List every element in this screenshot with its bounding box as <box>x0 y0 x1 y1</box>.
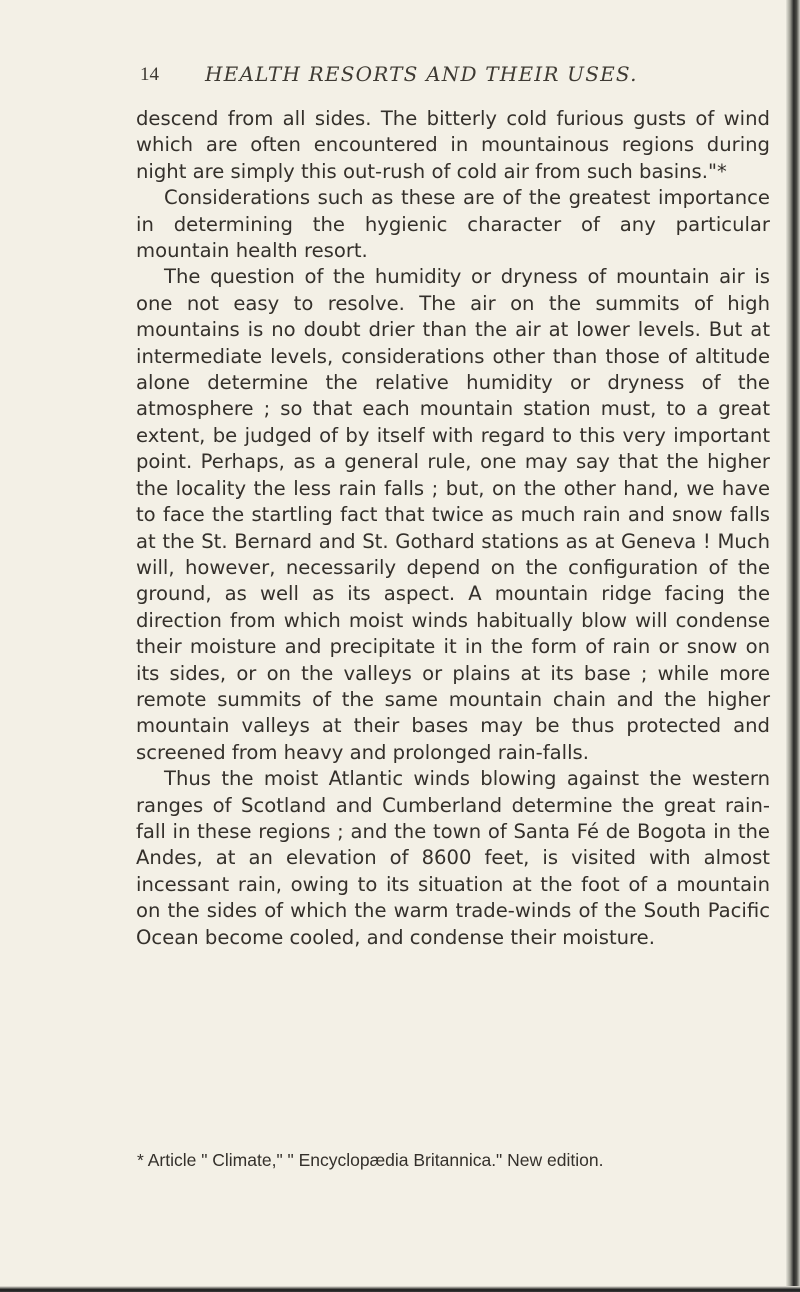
paragraph-2: Considerations such as these are of the greatest importance in determining the hygienic character of any particular mountain health resort. <box>136 186 770 263</box>
paragraph-4: Thus the moist Atlantic winds blowing against the western ranges of Scotland and Cumberland determine the great rain-fall in these regions ; and the town of Santa Fé de Bogota in the Andes, at an elevation of 8600 feet, is visited with almost incessant rain, owing to its situation at the foot of a mountain on the sides of which the warm trade-winds of the South Pacific Ocean become cooled, and condense their moisture. <box>136 767 770 949</box>
footnote: * Article " Climate," " Encyclopædia Britannica." New edition. <box>137 1150 604 1170</box>
body-text <box>136 106 770 951</box>
page-edge-shadow <box>786 0 800 1292</box>
paragraph-3: The question of the humidity or dryness of mountain air is one not easy to resolve. The air on the summits of high mountains is no doubt drier than the air at lower levels. But at intermediate levels, considerations other than those of altitude alone determine the relative humidity or dryness of the atmosphere ; so that each mountain station must, to a great extent, be judged of by itself with regard to this very important point. Perhaps, as a general rule, one may say that the higher the locality the less rain falls ; but, on the other hand, we have to face the startling fact that twice as much rain and snow falls at the St. Bernard and St. Gothard stations as at Geneva ! Much will, however, necessarily depend on the configuration of the ground, as well as its aspect. A mountain ridge facing the direction from which moist winds habitually blow will condense their moisture and precipitate it in the form of rain or snow on its sides, or on the valleys or plains at its base ; while more remote summits of the same mountain chain and the higher mountain valleys at their bases may be thus protected and screened from heavy and prolonged rain-falls. <box>136 265 770 764</box>
running-title: HEALTH RESORTS AND THEIR USES. <box>205 62 638 86</box>
page-header <box>140 64 760 94</box>
page-number: 14 <box>140 64 159 85</box>
paragraph-1: descend from all sides. The bitterly cold furious gusts of wind which are often encountered in mountainous regions during night are simply this out-rush of cold air from such basins."* <box>136 107 770 183</box>
page-bottom-edge <box>0 1286 800 1292</box>
